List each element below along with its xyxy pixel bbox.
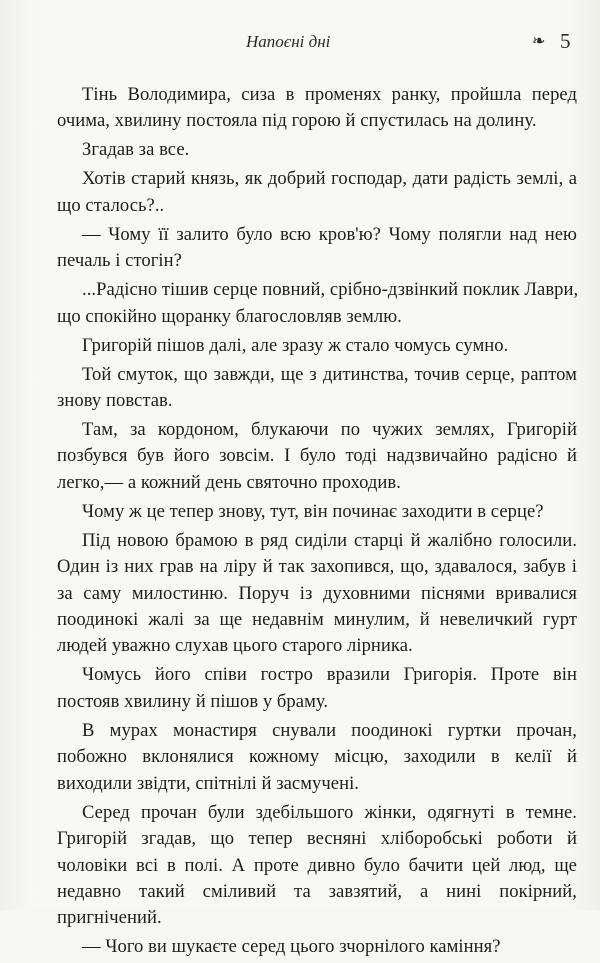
- paragraph: [57, 166, 577, 219]
- text-line: Один із них грав на ліру й так захопився, що, здавалося, забув і: [57, 556, 577, 578]
- text-line: В мурах монастиря снували поодинокі гуртки прочан,: [82, 719, 577, 741]
- text-line: знову повстав.: [57, 390, 173, 412]
- paragraph: [57, 222, 577, 275]
- text-line: що сталось?..: [57, 194, 165, 216]
- text-line: — Чого ви шукаєте серед цього зчорнілого каміння?: [82, 936, 501, 958]
- text-line: очима, хвилину постояла під горою й спустилась на долину.: [57, 110, 537, 132]
- text-line: печаль і стогін?: [57, 250, 182, 272]
- body-text: [57, 82, 577, 963]
- running-title: Напоєні дні: [246, 32, 331, 51]
- text-line: Чому ж це тепер знову, тут, він починає заходити в серце?: [82, 500, 544, 522]
- paragraph: [57, 528, 577, 660]
- text-line: Тінь Володимира, сиза в променях ранку, пройшла перед: [82, 84, 577, 105]
- text-line: Хотів старий князь, як добрий господар, дати радість землі, а: [82, 168, 577, 190]
- paragraph: [57, 718, 577, 797]
- text-line: Згадав за все.: [82, 139, 190, 161]
- text-line: Серед прочан були здебільшого жінки, одягнуті в темне.: [82, 801, 577, 823]
- text-line: ...Радісно тішив серце повний, срібно-дзвінкий поклик Лаври,: [82, 279, 579, 301]
- paragraph: [57, 417, 577, 496]
- text-line: Той смуток, що завжди, ще з дитинства, точив серце, раптом: [82, 363, 577, 385]
- page-header: [0, 28, 600, 56]
- paragraph: [57, 277, 577, 330]
- paragraph: [57, 82, 577, 135]
- text-line: постояв хвилину й пішов у браму.: [57, 690, 329, 712]
- paragraph: [57, 137, 577, 163]
- page-number: 5: [560, 29, 571, 53]
- text-line: недавно такий сміливий та завзятий, а нині покірний,: [57, 880, 577, 902]
- text-line: пригнічений.: [57, 907, 162, 929]
- text-line: Григорій згадав, що тепер весняні хліборобські роботи й: [57, 828, 577, 850]
- text-line: позбувся був його зовсім. І було тоді надзвичайно радісно й: [57, 445, 577, 467]
- text-line: Під новою брамою в ряд сиділи старці й жалібно голосили.: [82, 529, 577, 551]
- text-line: поодинокі жалі за ще недавнім минулим, й невеличкий гурт: [57, 609, 577, 631]
- ornament-icon: ❧: [532, 33, 546, 50]
- text-line: що спокійно щоранку благословляв землю.: [57, 305, 402, 327]
- paragraph: [57, 662, 577, 715]
- text-line: виходили звідти, спітнілі й засмучені.: [57, 772, 359, 794]
- text-line: легко,— а кожний день святочно проходив.: [57, 471, 401, 493]
- text-line: — Чому її залито було всю кров'ю? Чому полягли над нею: [82, 223, 577, 245]
- text-line: людей уважно слухав цього старого лірника.: [57, 635, 413, 657]
- paragraph: [57, 499, 577, 525]
- paragraph: [57, 934, 577, 960]
- text-line: чоловіки всі в полі. А проте дивно було бачити цей люд, ще: [57, 854, 577, 876]
- text-line: Там, за кордоном, блукаючи по чужих землях, Григорій: [82, 419, 577, 441]
- paragraph: [57, 333, 577, 359]
- text-line: Чомусь його співи гостро вразили Григорія. Проте він: [82, 664, 577, 686]
- paragraph: [57, 800, 577, 932]
- paragraph: [57, 362, 577, 415]
- text-line: Григорій пішов далі, але зразу ж стало чомусь сумно.: [82, 334, 509, 356]
- text-line: побожно вклонялися кожному місцю, заходили в келії й: [57, 746, 577, 768]
- text-line: за саму милостиню. Поруч із духовними піснями вривалися: [57, 582, 577, 604]
